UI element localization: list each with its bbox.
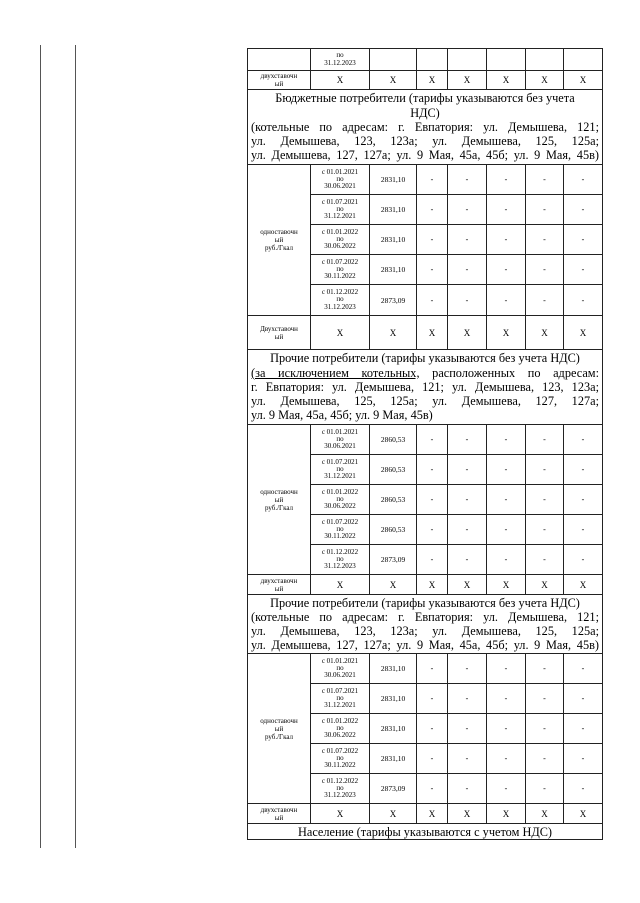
text-line: с 01.07.2021 <box>321 457 359 466</box>
margin-line-left <box>40 45 41 848</box>
dash-cell: - <box>564 684 603 714</box>
text-line: руб./Гкал <box>264 244 294 252</box>
section-header-other-excluding <box>248 350 603 425</box>
text-line: ул. 9 Мая, 45а, 45б; ул. 9 Мая, 45в) <box>251 408 433 423</box>
x-cell: X <box>448 316 487 350</box>
dash-cell: - <box>487 714 526 744</box>
x-cell: X <box>448 575 487 595</box>
text-line: с 01.01.2021 <box>321 427 359 436</box>
dash-cell: - <box>526 515 564 545</box>
text-line: 30.11.2022 <box>324 761 356 770</box>
text-line: по <box>336 264 344 273</box>
table-cell <box>248 90 603 165</box>
dash-cell: - <box>417 455 448 485</box>
tariff-value-cell: 2831,10 <box>370 684 417 714</box>
period-cell <box>311 285 370 316</box>
dash-cell: - <box>448 545 487 575</box>
tariff-value-cell: 2831,10 <box>370 714 417 744</box>
period-cell <box>311 49 370 71</box>
table-cell <box>487 49 526 71</box>
table-cell <box>248 350 603 425</box>
text-line: ый <box>274 813 284 822</box>
dash-cell: - <box>417 714 448 744</box>
text-line: одноставочн <box>260 487 298 496</box>
table-cell <box>448 49 487 71</box>
two-part-label <box>248 804 311 824</box>
dash-cell: - <box>448 654 487 684</box>
section-header-other-boilers <box>248 595 603 654</box>
text-line: 31.12.2021 <box>324 701 356 710</box>
text-line: с 01.01.2022 <box>321 716 359 725</box>
period-cell <box>311 545 370 575</box>
section-header-population <box>248 824 603 840</box>
dash-cell: - <box>448 425 487 455</box>
dash-cell: - <box>526 684 564 714</box>
x-cell: X <box>417 804 448 824</box>
text-line: по <box>336 494 344 503</box>
tariff-value-cell: 2831,10 <box>370 255 417 285</box>
text-line: двухставочн <box>260 576 298 585</box>
tariff-value-cell: 2831,10 <box>370 165 417 195</box>
dash-cell: - <box>487 225 526 255</box>
dash-cell: - <box>487 744 526 774</box>
dash-cell: - <box>448 714 487 744</box>
dash-cell: - <box>448 165 487 195</box>
text-line: по <box>336 693 344 702</box>
dash-cell: - <box>526 425 564 455</box>
period-cell <box>311 225 370 255</box>
text-line: по <box>336 51 344 60</box>
text-line: ул. Демышева, 123, 123а; ул. Демышева, 125, 125а; <box>251 624 599 638</box>
dash-cell: - <box>526 225 564 255</box>
text-line <box>251 366 599 380</box>
dash-cell: - <box>417 774 448 804</box>
x-cell: X <box>564 316 603 350</box>
text-line: по <box>336 464 344 473</box>
text-line: руб./Гкал <box>264 732 294 741</box>
dash-cell: - <box>526 654 564 684</box>
text-line: одноставочн <box>260 228 298 236</box>
x-cell: X <box>370 804 417 824</box>
two-part-label <box>248 575 311 595</box>
x-cell: X <box>564 804 603 824</box>
x-cell: X <box>311 316 370 350</box>
text-line: ул. Демышева, 127, 127а; ул. 9 Мая, 45а, 45б; ул. 9 Мая, 45в) <box>251 148 599 163</box>
text-line: по <box>336 174 344 183</box>
dash-cell: - <box>417 485 448 515</box>
table-cell <box>417 49 448 71</box>
table-row <box>248 425 603 455</box>
dash-cell: - <box>417 684 448 714</box>
dash-cell: - <box>526 165 564 195</box>
two-part-label <box>248 71 311 90</box>
text-line: Двухставочн <box>260 324 298 333</box>
text-line: (котельные по адресам: г. Евпатория: ул. Демышева, 121; <box>251 609 599 624</box>
x-cell: X <box>370 316 417 350</box>
x-cell: X <box>417 71 448 90</box>
period-cell <box>311 195 370 225</box>
text-line: 30.06.2022 <box>324 242 356 251</box>
period-cell <box>311 654 370 684</box>
text-line: 30.11.2022 <box>324 272 356 281</box>
period-cell <box>311 684 370 714</box>
period-cell <box>311 744 370 774</box>
text-line: НДС) <box>410 105 440 120</box>
dash-cell: - <box>487 455 526 485</box>
text-line: двухставочн <box>260 72 298 80</box>
text-line: с 01.07.2022 <box>321 746 359 755</box>
table-cell <box>248 595 603 654</box>
text-line: ул. Демышева, 127, 127а; ул. 9 Мая, 45а, 45б; ул. 9 Мая, 45в) <box>251 638 599 653</box>
x-cell: X <box>311 804 370 824</box>
x-cell: X <box>311 71 370 90</box>
text-line: по <box>336 524 344 533</box>
text-line: 30.11.2022 <box>324 532 356 541</box>
table-row <box>248 654 603 684</box>
dash-cell: - <box>564 255 603 285</box>
dash-cell: - <box>448 774 487 804</box>
two-part-label <box>248 316 311 350</box>
table-row <box>248 71 603 90</box>
tariff-value-cell: 2831,10 <box>370 654 417 684</box>
period-cell <box>311 255 370 285</box>
dash-cell: - <box>487 545 526 575</box>
table-row <box>248 165 603 195</box>
dash-cell: - <box>487 485 526 515</box>
x-cell: X <box>448 71 487 90</box>
dash-cell: - <box>448 285 487 316</box>
text-line: Прочие потребители (тарифы указываются без учета НДС) <box>270 595 580 610</box>
dash-cell: - <box>417 545 448 575</box>
dash-cell: - <box>417 255 448 285</box>
tariff-value-cell: 2860,53 <box>370 455 417 485</box>
text-line: с 01.01.2022 <box>321 487 359 496</box>
dash-cell: - <box>526 714 564 744</box>
period-cell <box>311 425 370 455</box>
x-cell: X <box>526 316 564 350</box>
dash-cell: - <box>417 744 448 774</box>
text-line: с 01.07.2022 <box>321 257 359 266</box>
margin-line-middle <box>75 45 76 848</box>
text-line: Бюджетные потребители (тарифы указываются без учета <box>275 91 575 106</box>
dash-cell: - <box>564 654 603 684</box>
x-cell: X <box>417 316 448 350</box>
text-line: расположенных по адресам: <box>419 365 599 380</box>
dash-cell: - <box>487 285 526 316</box>
one-part-label <box>248 425 311 575</box>
text-line: по <box>336 234 344 243</box>
table-row <box>248 316 603 350</box>
text-line: с 01.12.2022 <box>321 288 359 297</box>
dash-cell: - <box>448 485 487 515</box>
text-line: 30.06.2021 <box>324 442 356 451</box>
text-line: с 01.12.2022 <box>321 776 359 785</box>
empty-cell <box>248 49 311 71</box>
text-line: с 01.01.2022 <box>321 227 359 236</box>
dash-cell: - <box>487 774 526 804</box>
dash-cell: - <box>448 684 487 714</box>
text-line: Население (тарифы указываются с учетом НДС) <box>297 824 553 839</box>
x-cell: X <box>564 575 603 595</box>
text-line: по <box>336 663 344 672</box>
dash-cell: - <box>487 684 526 714</box>
period-cell <box>311 455 370 485</box>
dash-cell: - <box>526 485 564 515</box>
text-line: ул. Демышева, 123, 123а; ул. Демышева, 125, 125а; <box>251 134 599 149</box>
text-line: по <box>336 753 344 762</box>
x-cell: X <box>487 575 526 595</box>
x-cell: X <box>526 804 564 824</box>
dash-cell: - <box>526 195 564 225</box>
dash-cell: - <box>526 774 564 804</box>
text-line: по <box>336 723 344 732</box>
text-line: (за исключением котельных, <box>251 365 420 380</box>
text-line: ый <box>274 332 284 341</box>
dash-cell: - <box>487 165 526 195</box>
period-cell <box>311 774 370 804</box>
dash-cell: - <box>564 455 603 485</box>
x-cell: X <box>487 316 526 350</box>
one-part-label <box>248 654 311 804</box>
text-line: по <box>336 204 344 213</box>
dash-cell: - <box>448 195 487 225</box>
text-line: одноставочн <box>260 716 298 725</box>
text-line: с 01.07.2021 <box>321 686 359 695</box>
table-row <box>248 575 603 595</box>
tariff-value-cell: 2831,10 <box>370 744 417 774</box>
tariff-value-cell: 2831,10 <box>370 225 417 255</box>
period-cell <box>311 515 370 545</box>
dash-cell: - <box>417 165 448 195</box>
table-row <box>248 49 603 71</box>
tariff-value-cell: 2860,53 <box>370 485 417 515</box>
dash-cell: - <box>448 455 487 485</box>
text-line: по <box>336 295 344 304</box>
dash-cell: - <box>526 285 564 316</box>
text-line: 30.06.2022 <box>324 731 356 740</box>
text-line: Прочие потребители (тарифы указываются без учета НДС) <box>270 351 580 366</box>
dash-cell: - <box>487 654 526 684</box>
dash-cell: - <box>526 255 564 285</box>
tariff-value-cell: 2831,10 <box>370 195 417 225</box>
x-cell: X <box>370 71 417 90</box>
text-line: 31.12.2021 <box>324 472 356 481</box>
tariff-value-cell: 2860,53 <box>370 425 417 455</box>
x-cell: X <box>487 804 526 824</box>
dash-cell: - <box>564 225 603 255</box>
one-part-label <box>248 165 311 316</box>
tariff-value-cell: 2873,09 <box>370 285 417 316</box>
dash-cell: - <box>487 425 526 455</box>
tariff-value-cell: 2860,53 <box>370 515 417 545</box>
x-cell: X <box>526 575 564 595</box>
x-cell: X <box>487 71 526 90</box>
text-line: 31.12.2023 <box>324 302 356 311</box>
tariff-table <box>247 48 603 840</box>
x-cell: X <box>564 71 603 90</box>
dash-cell: - <box>448 515 487 545</box>
x-cell: X <box>311 575 370 595</box>
dash-cell: - <box>564 744 603 774</box>
table-cell <box>526 49 564 71</box>
dash-cell: - <box>487 515 526 545</box>
table-cell <box>370 49 417 71</box>
text-line: двухставочн <box>260 805 298 814</box>
tariff-value-cell: 2873,09 <box>370 774 417 804</box>
dash-cell: - <box>564 714 603 744</box>
table-cell <box>248 824 603 840</box>
text-line: 30.06.2021 <box>324 182 356 191</box>
text-line: с 01.07.2021 <box>321 197 359 206</box>
text-line: ый <box>274 80 284 88</box>
text-line: г. Евпатория: ул. Демышева, 121; ул. Демышева, 123, 123а; <box>251 379 599 394</box>
table-cell <box>564 49 603 71</box>
dash-cell: - <box>564 195 603 225</box>
dash-cell: - <box>417 195 448 225</box>
period-cell <box>311 714 370 744</box>
text-line: с 01.01.2021 <box>321 656 359 665</box>
dash-cell: - <box>417 285 448 316</box>
dash-cell: - <box>564 285 603 316</box>
dash-cell: - <box>417 515 448 545</box>
dash-cell: - <box>564 425 603 455</box>
dash-cell: - <box>526 545 564 575</box>
text-line: с 01.12.2022 <box>321 547 359 556</box>
dash-cell: - <box>417 654 448 684</box>
dash-cell: - <box>564 545 603 575</box>
table-row <box>248 804 603 824</box>
dash-cell: - <box>526 455 564 485</box>
text-line: ул. Демышева, 125, 125а; ул. Демышева, 127, 127а; <box>251 394 599 409</box>
dash-cell: - <box>487 195 526 225</box>
text-line: ый <box>274 495 284 504</box>
text-line: 31.12.2023 <box>324 58 356 67</box>
text-line: 30.06.2021 <box>324 671 356 680</box>
dash-cell: - <box>564 165 603 195</box>
text-line: с 01.01.2021 <box>321 167 359 176</box>
dash-cell: - <box>564 774 603 804</box>
dash-cell: - <box>417 225 448 255</box>
period-cell <box>311 165 370 195</box>
period-cell <box>311 485 370 515</box>
text-line: 31.12.2023 <box>324 562 356 571</box>
text-line: (котельные по адресам: г. Евпатория: ул. Демышева, 121; <box>251 119 599 134</box>
section-header-budget <box>248 90 603 165</box>
dash-cell: - <box>417 425 448 455</box>
x-cell: X <box>448 804 487 824</box>
text-line: 31.12.2021 <box>324 212 356 221</box>
tariff-value-cell: 2873,09 <box>370 545 417 575</box>
x-cell: X <box>370 575 417 595</box>
text-line: руб./Гкал <box>264 503 294 512</box>
dash-cell: - <box>526 744 564 774</box>
dash-cell: - <box>448 255 487 285</box>
text-line: по <box>336 434 344 443</box>
text-line: ый <box>274 724 284 733</box>
text-line: 30.06.2022 <box>324 502 356 511</box>
text-line: ый <box>274 584 284 593</box>
text-line: 31.12.2023 <box>324 791 356 800</box>
x-cell: X <box>417 575 448 595</box>
dash-cell: - <box>487 255 526 285</box>
text-line: с 01.07.2022 <box>321 517 359 526</box>
dash-cell: - <box>448 744 487 774</box>
dash-cell: - <box>448 225 487 255</box>
x-cell: X <box>526 71 564 90</box>
text-line: по <box>336 554 344 563</box>
text-line: ый <box>274 236 284 244</box>
dash-cell: - <box>564 485 603 515</box>
text-line: по <box>336 783 344 792</box>
dash-cell: - <box>564 515 603 545</box>
